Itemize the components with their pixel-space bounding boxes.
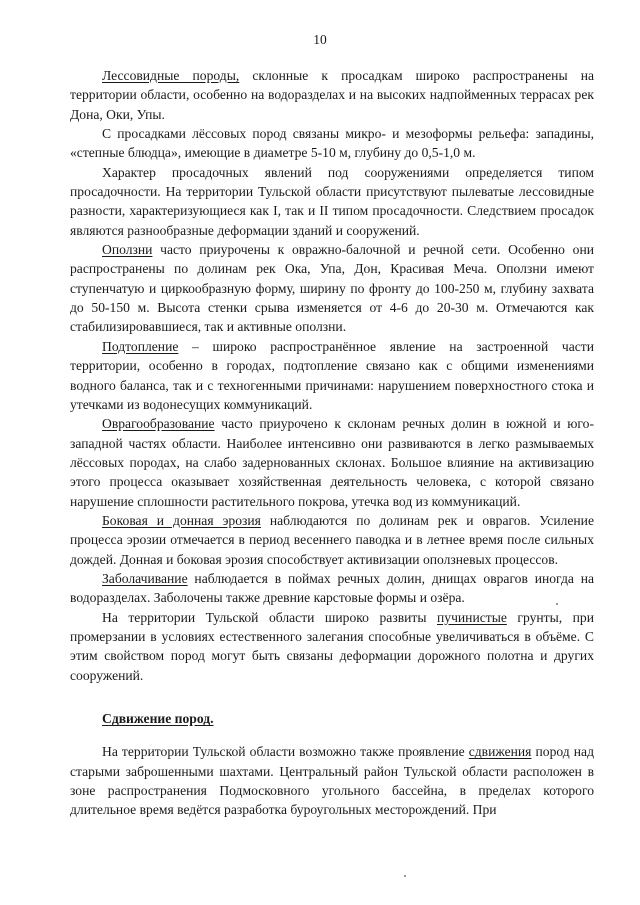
term-erosion: Боковая и донная эрозия xyxy=(102,512,261,528)
paragraph-rock-displacement: На территории Тульской области возможно также проявление сдвижения пород над старыми заброшенными шахтами. Центральный район Тульской области расположен в зоне распространения Подмосковного угольного бассейна, в пределах которого длительное время ведётся разработка буроугольных месторождений. При xyxy=(70,744,594,818)
paragraph-heaving: На территории Тульской области широко развиты пучинистые грунты, при промерзании в условиях естественного залегания способные увеличиваться в объёме. С этим свойством пород могут быть связаны деформации дорожного полотна и других сооружений. xyxy=(70,609,594,683)
section-heading: Сдвижение пород. xyxy=(102,711,214,726)
term-landslides: Оползни xyxy=(102,242,153,258)
paragraph-subsidence: Характер просадочных явлений под сооружениями определяется типом просадочности. На территории Тульской области присутствуют пылеватые лессовидные разности, характеризующиеся как I, так и II типом просадочности. Следствием просадок являются разнообразные деформации зданий и сооружений. xyxy=(70,164,594,238)
section-gap xyxy=(70,685,594,709)
paragraph-relief: С просадками лёссовых пород связаны микро- и мезоформы рельефа: западины, «степные блюдца», имеющие в диаметре 5-10 м, глубину до 0,5-1,0 м. xyxy=(70,126,594,161)
term-ravines: Оврагообразование xyxy=(102,416,215,432)
heading-gap xyxy=(70,728,594,742)
term-heaving: пучинистые xyxy=(437,609,507,625)
paragraph-erosion: Боковая и донная эрозия наблюдаются по долинам рек и оврагов. Усиление процесса эрозии отмечается в период весеннего паводка и в летнее время после сильных дождей. Донная и боковая эрозия способствует активизации оползневых процессов. xyxy=(70,512,594,567)
term-loess: Лессовидные породы, xyxy=(102,68,240,83)
paragraph-loess: Лессовидные породы, склонные к просадкам широко распространены на территории области, особенно на водоразделах и на высоких надпойменных террасах рек Дона, Оки, Упы. xyxy=(70,68,594,122)
scan-speck xyxy=(556,603,558,605)
paragraph-swamping: Заболачивание наблюдается в поймах речных долин, днищах оврагов иногда на водоразделах. Заболочены также древние карстовые формы и озёра. xyxy=(70,570,594,606)
paragraph-ravines: Оврагообразование часто приурочено к склонам речных долин в южной и юго-западной частях области. Наиболее интенсивно они развиваются в легко размываемых лёссовых породах, на слабо задернованных склонах. Большое влияние на активизацию этого процесса оказывает хозяйственная деятельность человека, с которой связано нарушение сплошности растительного покрова, утечка вод из коммуникаций. xyxy=(70,416,594,509)
term-swamping: Заболачивание xyxy=(102,570,188,586)
scan-speck xyxy=(404,875,406,877)
term-displacement: сдвижения xyxy=(468,744,532,760)
page-number: 10 xyxy=(313,32,327,47)
paragraph-flooding: Подтопление – широко распространённое явление на застроенной части территории, особенно в городах, подтопление связано как с общими изменениями водного баланса, так и с техногенными причинами: нарушением поверхностного стока и утечками из водонесущих коммуникаций. xyxy=(70,338,594,412)
document-body xyxy=(70,66,594,820)
term-flooding: Подтопление xyxy=(102,338,179,354)
paragraph-landslides: Оползни часто приурочены к овражно-балочной и речной сети. Особенно они распространены по долинам рек Ока, Упа, Дон, Красивая Меча. Оползни имеют ступенчатую и циркообразную форму, ширину по фронту до 100-250 м, глубину захвата до 50-150 м. Высота стенки срыва изменяется от 4-6 до 20-30 м. Отмечаются как стабилизировавшиеся, так и активные оползни. xyxy=(70,242,594,335)
